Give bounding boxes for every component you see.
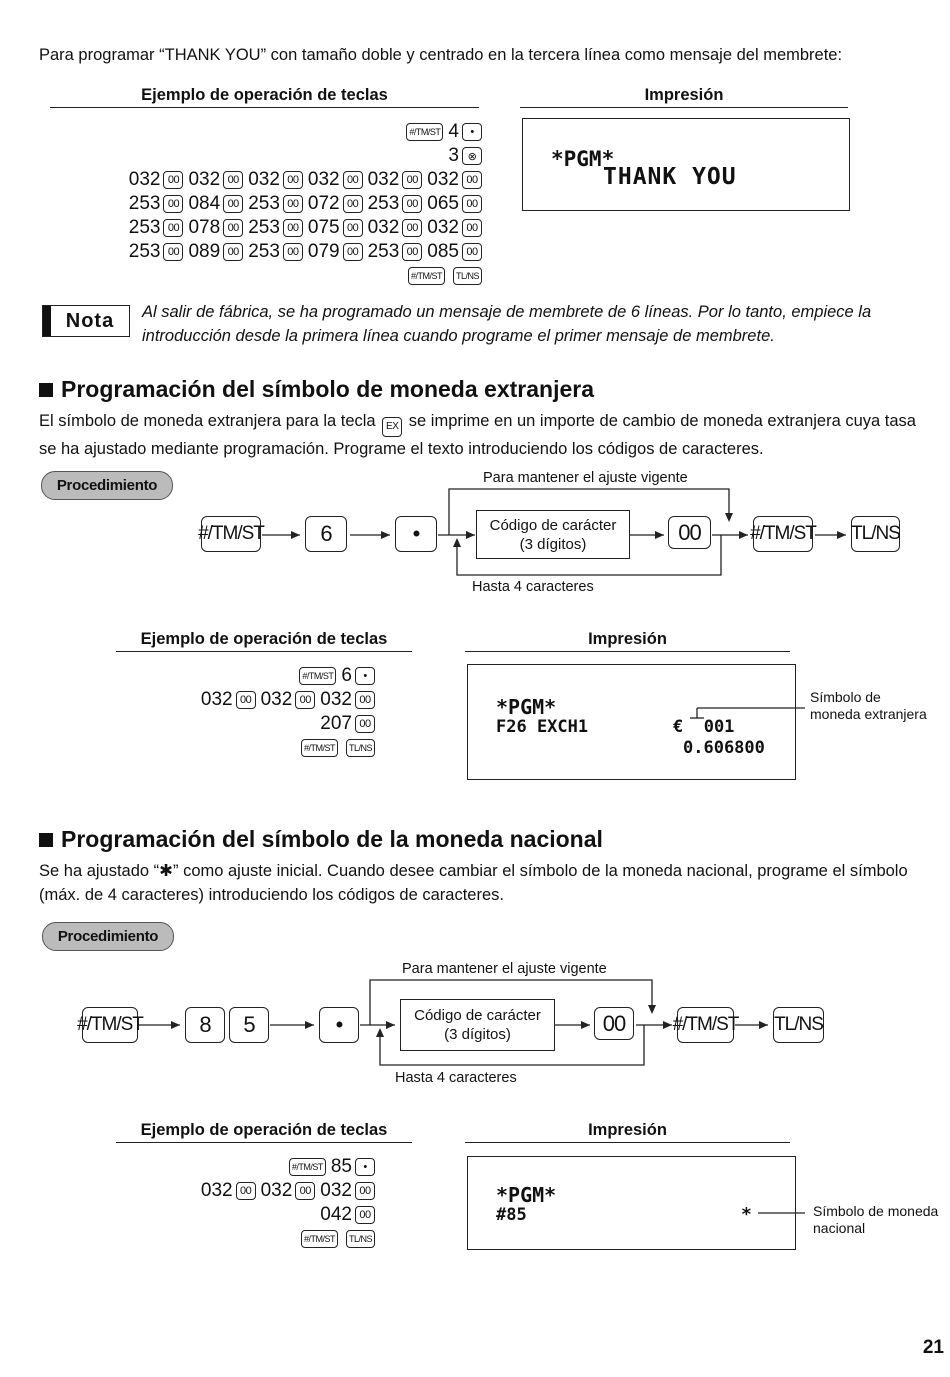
annotation-line: Símbolo de [810, 689, 881, 705]
value: 253 [367, 193, 400, 214]
double-zero-key: 00 [223, 219, 243, 237]
key-row-3 [320, 1203, 375, 1227]
receipt-asterisk: * [741, 1204, 752, 1225]
dot-key: • [462, 123, 482, 141]
value: 042 [320, 1204, 352, 1225]
bullet-square-icon [39, 833, 53, 847]
value: 089 [188, 241, 221, 262]
key-row-2 [201, 688, 375, 712]
double-zero-key: 00 [402, 171, 422, 189]
receipt-line-2: THANK YOU [603, 164, 737, 190]
code-box [476, 510, 630, 559]
double-zero-key: 00 [343, 243, 363, 261]
keys-header: Ejemplo de operación de teclas [116, 630, 412, 652]
value: 253 [248, 217, 280, 238]
value: 207 [320, 713, 352, 734]
code-label: Código de carácter [489, 516, 617, 534]
code-digits: (3 dígitos) [444, 1026, 511, 1043]
value: 032 [367, 169, 400, 190]
receipt-line-2b: € 001 [673, 717, 735, 737]
double-zero-key: 00 [223, 195, 243, 213]
value: 032 [320, 1180, 352, 1201]
tmst-key: #/TM/ST [299, 667, 336, 685]
double-zero-key: 00 [236, 1182, 256, 1200]
receipt-line-1: *PGM* [551, 147, 615, 171]
double-zero-key: 00 [283, 243, 303, 261]
double-zero-key: 00 [402, 195, 422, 213]
value: 253 [128, 217, 161, 238]
keys-header: Ejemplo de operación de teclas [116, 1121, 412, 1143]
double-zero-key: 00 [163, 195, 183, 213]
receipt-line-2: #85 [496, 1205, 527, 1225]
value: 032 [320, 689, 352, 710]
value: 032 [248, 169, 280, 190]
dot-key: • [355, 1158, 375, 1176]
double-zero-key: 00 [355, 1182, 375, 1200]
double-zero-key: 00 [163, 243, 183, 261]
section-title-national [39, 826, 603, 853]
intro-text: Para programar “THANK YOU” con tamaño doble y centrado en la tercera línea como mensaje del membrete: [39, 46, 843, 64]
double-zero-key: 00 [223, 243, 243, 261]
value: 032 [260, 1180, 293, 1201]
double-zero-key: 00 [283, 219, 303, 237]
dot-key: • [355, 667, 375, 685]
double-zero-key: 00 [355, 691, 375, 709]
receipt-line-2: F26 EXCH1 [496, 717, 589, 737]
value: 6 [341, 665, 352, 686]
value: 032 [200, 689, 233, 710]
tmst-key: #/TM/ST [408, 267, 445, 285]
annotation-national-symbol [813, 1203, 938, 1237]
body-part: se imprime en un importe de cambio de moneda extranjera cuya tasa se ha ajustado mediante programación. Programe el texto introduciendo los códigos de caracteres. [39, 412, 916, 458]
key-row-1 [296, 664, 375, 688]
double-zero-key: 00 [402, 243, 422, 261]
receipt-line-1: *PGM* [496, 695, 557, 719]
print-header: Impresión [520, 86, 848, 108]
value: 075 [307, 217, 340, 238]
double-zero-key: 00 [462, 243, 482, 261]
value: 065 [427, 193, 459, 214]
loop-label: Hasta 4 caracteres [395, 1070, 517, 1086]
value: 032 [200, 1180, 233, 1201]
value: 032 [427, 169, 459, 190]
value: 032 [260, 689, 293, 710]
eight-key: 8 [185, 1007, 225, 1043]
value: 032 [188, 169, 221, 190]
five-key: 5 [229, 1007, 269, 1043]
tmst-key-flow: #/TM/ST [753, 516, 813, 552]
ex-key: EX [382, 417, 402, 437]
value: 032 [128, 169, 161, 190]
double-zero-key: 00 [295, 1182, 315, 1200]
double-zero-key: 00 [462, 171, 482, 189]
six-key: 6 [305, 516, 347, 552]
tlns-key-flow: TL/NS [773, 1007, 824, 1043]
multiply-key: ⊗ [462, 147, 482, 165]
value: 078 [188, 217, 221, 238]
procedure-badge: Procedimiento [42, 922, 174, 951]
tlns-key: TL/NS [346, 1230, 375, 1248]
receipt-line-3: 0.606800 [683, 738, 765, 758]
dot-key-flow: • [319, 1007, 359, 1043]
value: 032 [367, 217, 400, 238]
code-box [400, 999, 555, 1051]
key-row-1 [286, 1155, 375, 1179]
receipt-line-1: *PGM* [496, 1183, 557, 1207]
section-title-text: Programación del símbolo de moneda extranjera [61, 376, 594, 402]
tmst-key-flow: #/TM/ST [82, 1007, 138, 1043]
double-zero-key: 00 [295, 691, 315, 709]
double-zero-key: 00 [462, 219, 482, 237]
receipt-2 [467, 664, 796, 780]
tlns-key: TL/NS [346, 739, 375, 757]
body-part: ” como ajuste inicial. Cuando desee cambiar el símbolo de la moneda nacional, programe el símbolo (máx. de 4 caracteres) introduciendo los códigos de caracteres. [39, 862, 908, 904]
tmst-key-flow: #/TM/ST [201, 516, 261, 552]
value: 253 [128, 193, 161, 214]
loop-label: Hasta 4 caracteres [472, 579, 594, 595]
value: 032 [427, 217, 459, 238]
body-part: Se ha ajustado “ [39, 862, 160, 880]
keys-header: Ejemplo de operación de teclas [50, 86, 479, 108]
tmst-key: #/TM/ST [289, 1158, 326, 1176]
double-zero-key: 00 [343, 195, 363, 213]
double-zero-key: 00 [236, 691, 256, 709]
double-zero-key: 00 [343, 171, 363, 189]
value: 253 [367, 241, 400, 262]
keep-setting-label: Para mantener el ajuste vigente [402, 961, 607, 977]
double-zero-key: 00 [355, 1206, 375, 1224]
tlns-key: TL/NS [453, 267, 482, 285]
key-row-end [298, 1227, 375, 1251]
value: 253 [248, 241, 280, 262]
tmst-key: #/TM/ST [301, 739, 338, 757]
section2-body [39, 859, 929, 907]
body-part: El símbolo de moneda extranjera para la tecla [39, 412, 376, 430]
double-zero-key: 00 [283, 171, 303, 189]
double-zero-key: 00 [283, 195, 303, 213]
double-zero-key: 00 [402, 219, 422, 237]
annotation-foreign-symbol [810, 689, 927, 723]
value: 3 [448, 145, 459, 166]
nota-text: Al salir de fábrica, se ha programado un mensaje de membrete de 6 líneas. Por lo tanto, empiece la introducción desde la primera línea cuando programe el primer mensaje de membrete. [142, 303, 872, 345]
value: 085 [427, 241, 459, 262]
annotation-line: Símbolo de moneda [813, 1203, 939, 1219]
tmst-key-flow: #/TM/ST [677, 1007, 734, 1043]
section-title-text: Programación del símbolo de la moneda nacional [61, 826, 603, 852]
double-zero-key: 00 [163, 171, 183, 189]
print-header: Impresión [465, 630, 790, 652]
tlns-key-flow: TL/NS [851, 516, 900, 552]
double-zero-key: 00 [223, 171, 243, 189]
double-zero-key: 00 [343, 219, 363, 237]
receipt-3 [467, 1156, 796, 1250]
value: 084 [188, 193, 221, 214]
double-zero-key-flow: 00 [594, 1007, 634, 1040]
value: 072 [307, 193, 340, 214]
annotation-line: nacional [813, 1220, 866, 1236]
tmst-key: #/TM/ST [301, 1230, 338, 1248]
dot-key-flow: • [395, 516, 437, 552]
keep-setting-label: Para mantener el ajuste vigente [483, 470, 688, 486]
page-number: 21 [922, 1337, 944, 1358]
key-row-end [298, 736, 375, 760]
value: 032 [307, 169, 340, 190]
asterisk-icon: ✱ [159, 862, 173, 880]
value: 253 [248, 193, 280, 214]
key-row-3 [320, 712, 375, 736]
value: 85 [330, 1156, 352, 1177]
key-row-2 [201, 1179, 375, 1203]
double-zero-key-flow: 00 [668, 516, 711, 549]
tmst-key: #/TM/ST [406, 123, 443, 141]
value: 253 [128, 241, 161, 262]
code-digits: (3 dígitos) [519, 535, 587, 553]
annotation-line: moneda extranjera [810, 706, 927, 722]
code-label: Código de carácter [414, 1007, 541, 1024]
value: 4 [448, 121, 459, 142]
double-zero-key: 00 [163, 219, 183, 237]
print-header: Impresión [465, 1121, 790, 1143]
value: 079 [307, 241, 340, 262]
double-zero-key: 00 [462, 195, 482, 213]
double-zero-key: 00 [355, 715, 375, 733]
nota-text-label: Nota [65, 309, 115, 332]
procedure-badge: Procedimiento [41, 471, 173, 500]
